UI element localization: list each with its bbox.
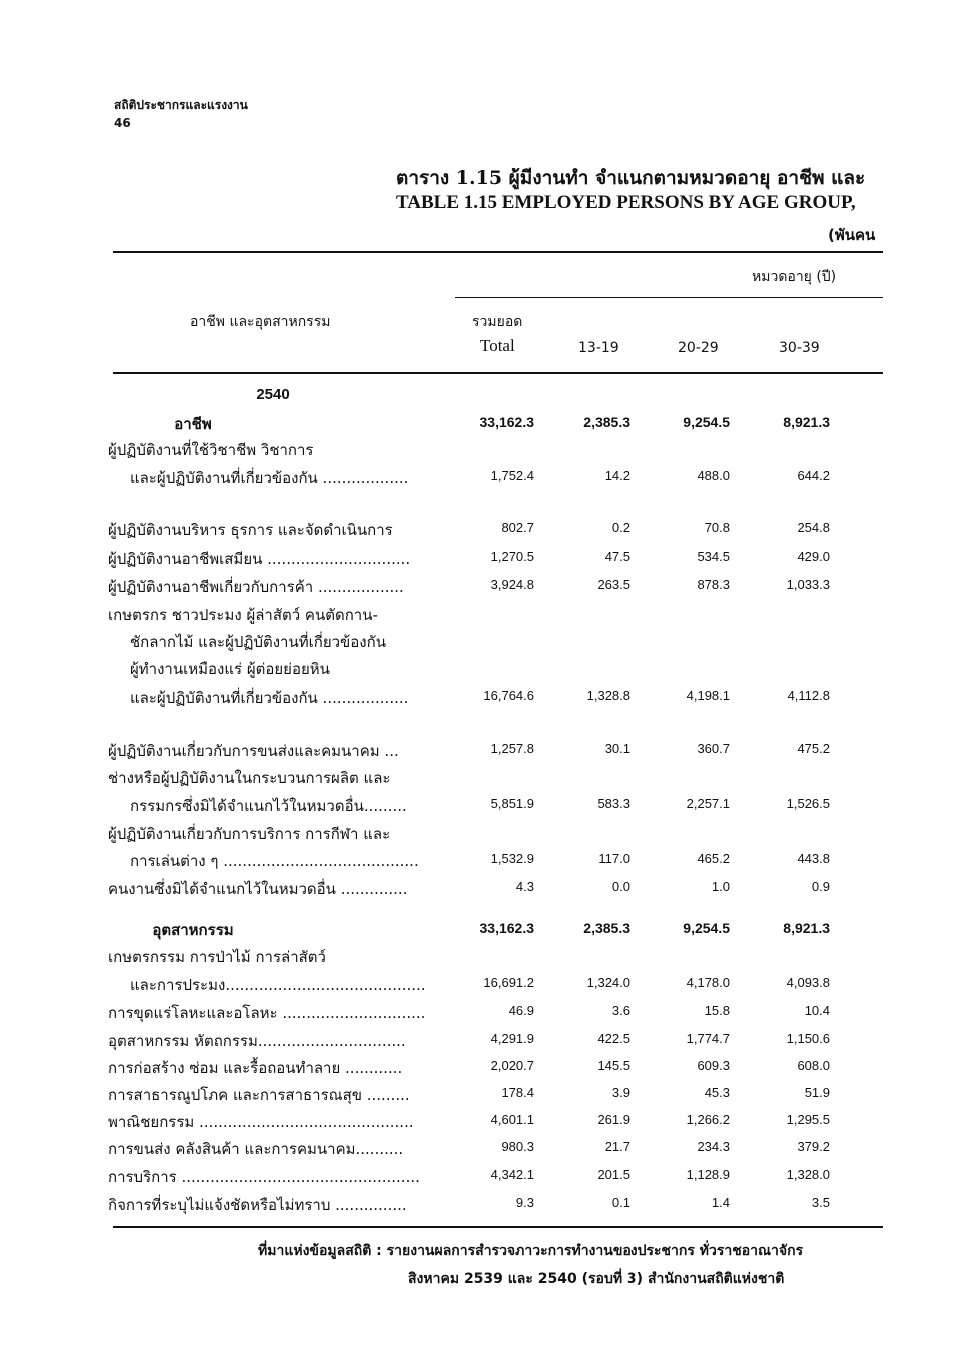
row-label: คนงานซึ่งมิได้จำแนกไว้ในหมวดอื่น .............. — [108, 880, 408, 898]
value-total: 9.3 — [515, 1195, 534, 1210]
value-30-39: 1,526.5 — [786, 796, 830, 811]
row-label: การขนส่ง คลังสินค้า และการคมนาคม.......... — [108, 1140, 404, 1158]
value-13-19: 1,328.8 — [586, 688, 630, 703]
value-20-29: 9,254.5 — [683, 414, 730, 430]
table-row — [0, 466, 966, 493]
table-title-thai: ตาราง 1.15 ผู้มีงานทำ จำแนกตามหมวดอายุ อาชีพ และ — [396, 167, 866, 189]
total-header-thai: รวมยอด — [472, 314, 523, 330]
value-20-29: 1,266.2 — [686, 1112, 730, 1127]
section-heading: อุตสาหกรรม — [152, 921, 234, 939]
value-total: 16,764.6 — [483, 688, 534, 703]
value-13-19: 2,385.3 — [583, 920, 630, 936]
running-title: สถิติประชากรและแรงงาน — [114, 98, 248, 112]
value-20-29: 878.3 — [697, 577, 730, 592]
row-label: ผู้ปฏิบัติงานที่ใช้วิชาชีพ วิชาการ — [108, 441, 314, 459]
table-row — [0, 1029, 966, 1056]
value-total: 1,257.8 — [490, 741, 534, 756]
row-label: เกษตรกรรม การป่าไม้ การล่าสัตว์ — [108, 948, 326, 966]
table-row — [0, 518, 966, 545]
table-row — [0, 686, 966, 713]
value-13-19: 21.7 — [604, 1139, 630, 1154]
table-row — [0, 1137, 966, 1164]
value-13-19: 117.0 — [598, 851, 630, 866]
value-13-19: 145.5 — [597, 1058, 630, 1073]
value-20-29: 1.0 — [711, 879, 730, 894]
table-row — [0, 1165, 966, 1192]
value-30-39: 4,112.8 — [787, 688, 830, 703]
value-total: 802.7 — [501, 520, 534, 535]
table-row — [0, 973, 966, 1000]
value-total: 46.9 — [508, 1003, 534, 1018]
value-20-29: 9,254.5 — [683, 920, 730, 936]
table-title-english: TABLE 1.15 EMPLOYED PERSONS BY AGE GROUP, — [396, 192, 856, 213]
value-13-19: 3.6 — [611, 1003, 630, 1018]
row-label: ผู้ปฏิบัติงานบริหาร ธุรการ และจัดดำเนินการ — [108, 521, 393, 539]
col-header-13-19: 13-19 — [578, 340, 619, 356]
value-total: 4,342.1 — [490, 1167, 534, 1182]
table-row — [0, 945, 966, 972]
table-row — [0, 849, 966, 876]
value-13-19: 0.1 — [611, 1195, 630, 1210]
row-label: การบริการ .................................................. — [108, 1168, 420, 1186]
value-13-19: 261.9 — [597, 1112, 630, 1127]
value-total: 980.3 — [501, 1139, 534, 1154]
value-total: 2,020.7 — [490, 1058, 534, 1073]
year-heading: 2540 — [256, 386, 290, 403]
row-label: ช่างหรือผู้ปฏิบัติงานในกระบวนการผลิต และ — [108, 769, 391, 787]
value-20-29: 234.3 — [697, 1139, 730, 1154]
row-label: การเล่นต่าง ๆ ......................................... — [130, 852, 419, 870]
value-13-19: 3.9 — [611, 1085, 630, 1100]
page-number: 46 — [114, 116, 131, 130]
value-total: 5,851.9 — [490, 796, 534, 811]
table-row — [0, 822, 966, 849]
value-30-39: 0.9 — [811, 879, 830, 894]
value-total: 4,291.9 — [490, 1031, 534, 1046]
row-label: กิจการที่ระบุไม่แจ้งชัดหรือไม่ทราบ ............... — [108, 1196, 407, 1214]
row-label: และผู้ปฏิบัติงานที่เกี่ยวข้องกัน .................. — [130, 469, 409, 487]
row-label: กรรมกรซึ่งมิได้จำแนกไว้ในหมวดอื่น......... — [130, 797, 407, 815]
value-total: 178.4 — [501, 1085, 534, 1100]
table-row — [0, 1001, 966, 1028]
value-13-19: 263.5 — [597, 577, 630, 592]
section-heading: อาชีพ — [174, 415, 212, 433]
value-20-29: 70.8 — [704, 520, 730, 535]
table-row — [0, 630, 966, 657]
value-13-19: 47.5 — [604, 549, 630, 564]
row-label: การขุดแร่โลหะและอโลหะ .............................. — [108, 1004, 426, 1022]
table-row — [0, 766, 966, 793]
value-30-39: 379.2 — [797, 1139, 830, 1154]
row-label: ผู้ทำงานเหมืองแร่ ผู้ต่อยย่อยหิน — [130, 660, 330, 678]
value-20-29: 1,128.9 — [686, 1167, 730, 1182]
value-20-29: 1,774.7 — [686, 1031, 730, 1046]
value-20-29: 534.5 — [697, 549, 730, 564]
value-13-19: 422.5 — [597, 1031, 630, 1046]
row-label: ผู้ปฏิบัติงานเกี่ยวกับการบริการ การกีฬา และ — [108, 825, 391, 843]
row-label: และการประมง.......................................... — [130, 976, 426, 994]
table-row — [0, 547, 966, 574]
value-13-19: 0.0 — [611, 879, 630, 894]
value-30-39: 1,328.0 — [786, 1167, 830, 1182]
source-note-line2: สิงหาคม 2539 และ 2540 (รอบที่ 3) สำนักงานสถิติแห่งชาติ — [408, 1271, 785, 1287]
value-30-39: 1,150.6 — [786, 1031, 830, 1046]
total-header-english: Total — [480, 336, 515, 355]
row-label: ผู้ปฏิบัติงานเกี่ยวกับการขนส่งและคมนาคม ... — [108, 742, 399, 760]
table-row — [0, 412, 966, 439]
value-30-39: 10.4 — [804, 1003, 830, 1018]
value-30-39: 8,921.3 — [783, 414, 830, 430]
source-note-line1: ที่มาแห่งข้อมูลสถิติ : รายงานผลการสำรวจภาวะการทำงานของประชากร ทั่วราชอาณาจักร — [258, 1243, 804, 1259]
value-total: 16,691.2 — [483, 975, 534, 990]
value-total: 1,270.5 — [490, 549, 534, 564]
table-row — [0, 1083, 966, 1110]
value-30-39: 644.2 — [797, 468, 830, 483]
value-total: 1,532.9 — [490, 851, 534, 866]
value-total: 4,601.1 — [490, 1112, 534, 1127]
table-row — [0, 918, 966, 945]
table-row — [0, 1056, 966, 1083]
value-20-29: 15.8 — [704, 1003, 730, 1018]
value-20-29: 2,257.1 — [686, 796, 730, 811]
row-label: พาณิชยกรรม ............................................. — [108, 1113, 414, 1131]
value-total: 1,752.4 — [490, 468, 534, 483]
table-row — [0, 438, 966, 465]
value-30-39: 443.8 — [797, 851, 830, 866]
col-header-30-39: 30-39 — [779, 340, 820, 356]
value-total: 33,162.3 — [479, 920, 534, 936]
value-30-39: 8,921.3 — [783, 920, 830, 936]
value-30-39: 51.9 — [804, 1085, 830, 1100]
value-20-29: 465.2 — [697, 851, 730, 866]
table-row — [0, 657, 966, 684]
value-13-19: 30.1 — [604, 741, 630, 756]
table-row — [0, 877, 966, 904]
table-row — [0, 739, 966, 766]
value-13-19: 2,385.3 — [583, 414, 630, 430]
unit-note: (พันคน — [828, 226, 876, 244]
value-total: 4.3 — [515, 879, 534, 894]
value-13-19: 201.5 — [597, 1167, 630, 1182]
value-30-39: 475.2 — [797, 741, 830, 756]
table-row — [0, 1193, 966, 1220]
col-header-20-29: 20-29 — [678, 340, 719, 356]
table-row — [0, 794, 966, 821]
value-total: 3,924.8 — [490, 577, 534, 592]
row-label: เกษตรกร ชาวประมง ผู้ล่าสัตว์ คนตัดกาน- — [108, 606, 378, 624]
value-total: 33,162.3 — [479, 414, 534, 430]
value-20-29: 609.3 — [697, 1058, 730, 1073]
value-30-39: 1,295.5 — [786, 1112, 830, 1127]
value-20-29: 4,178.0 — [686, 975, 730, 990]
stub-header: อาชีพ และอุตสาหกรรม — [190, 314, 331, 330]
row-label: และผู้ปฏิบัติงานที่เกี่ยวข้องกัน .................. — [130, 689, 409, 707]
value-30-39: 3.5 — [811, 1195, 830, 1210]
table-row — [0, 1110, 966, 1137]
value-30-39: 4,093.8 — [786, 975, 830, 990]
row-label: ผู้ปฏิบัติงานอาชีพเกี่ยวกับการค้า .................. — [108, 578, 404, 596]
value-30-39: 429.0 — [797, 549, 830, 564]
row-label: อุตสาหกรรม หัตถกรรม............................... — [108, 1032, 406, 1050]
table-row — [0, 575, 966, 602]
value-30-39: 1,033.3 — [786, 577, 830, 592]
row-label: การก่อสร้าง ซ่อม และรื้อถอนทำลาย ............ — [108, 1059, 403, 1077]
value-13-19: 14.2 — [604, 468, 630, 483]
table-row — [0, 603, 966, 630]
value-20-29: 45.3 — [704, 1085, 730, 1100]
value-20-29: 360.7 — [697, 741, 730, 756]
value-20-29: 1.4 — [711, 1195, 730, 1210]
value-20-29: 488.0 — [697, 468, 730, 483]
age-group-header: หมวดอายุ (ปี) — [752, 269, 837, 285]
value-13-19: 1,324.0 — [586, 975, 630, 990]
row-label: ชักลากไม้ และผู้ปฏิบัติงานที่เกี่ยวข้องกัน — [130, 633, 386, 651]
row-label: การสาธารณูปโภค และการสาธารณสุข ......... — [108, 1086, 410, 1104]
value-13-19: 583.3 — [597, 796, 630, 811]
value-13-19: 0.2 — [611, 520, 630, 535]
value-30-39: 254.8 — [797, 520, 830, 535]
row-label: ผู้ปฏิบัติงานอาชีพเสมียน .............................. — [108, 550, 411, 568]
value-30-39: 608.0 — [797, 1058, 830, 1073]
value-20-29: 4,198.1 — [686, 688, 730, 703]
